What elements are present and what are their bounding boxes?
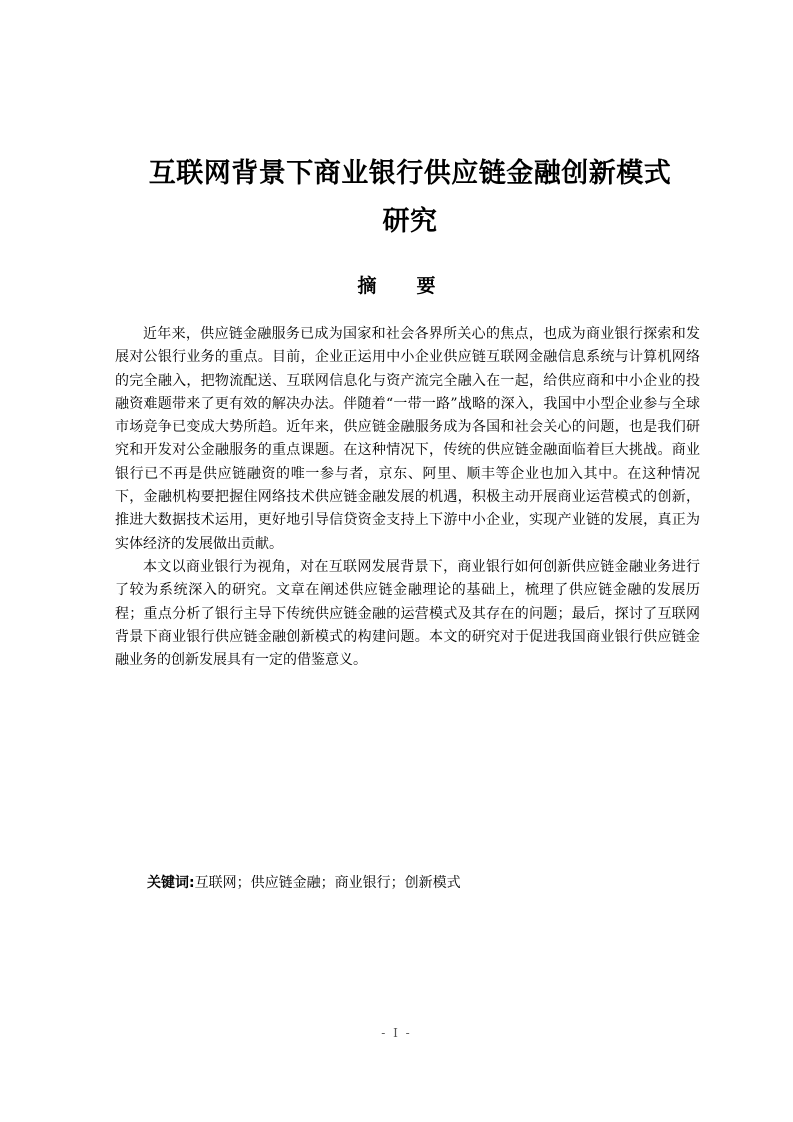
keywords-text: 互联网；供应链金融；商业银行；创新模式: [194, 875, 461, 891]
keywords-line: [147, 873, 461, 893]
document-title: [100, 150, 720, 246]
abstract-paragraph-2: 本文以商业银行为视角，对在互联网发展背景下，商业银行如何创新供应链金融业务进行了较为系统深入的研究。文章在阐述供应链金融理论的基础上，梳理了供应链金融的发展历程；重点分析了银行主导下传统供应链金融的运营模式及其存在的问题；最后，探讨了互联网背景下商业银行供应链金融创新模式的构建问题。本文的研究对于促进我国商业银行供应链金融业务的创新发展具有一定的借鉴意义。: [115, 558, 700, 669]
abstract-heading-char-2: 要: [416, 275, 436, 297]
document-title-line-2: 研究: [382, 206, 438, 237]
abstract-heading-char-1: 摘: [357, 275, 377, 297]
document-title-line-1: 互联网背景下商业银行供应链金融创新模式: [148, 158, 672, 189]
abstract-heading: [0, 273, 793, 299]
keywords-label: 关键词:: [147, 875, 195, 891]
page-number: - I -: [381, 1026, 412, 1040]
abstract-paragraph-1: 近年来，供应链金融服务已成为国家和社会各界所关心的焦点，也成为商业银行探索和发展对公银行业务的重点。目前，企业正运用中小企业供应链互联网金融信息系统与计算机网络的完全融入，把物流配送、互联网信息化与资产流完全融入在一起，给供应商和中小企业的投融资难题带来了更有效的解决办法。伴随着“一带一路”战略的深入，我国中小型企业参与全球市场竞争已变成大势所趋。近年来，供应链金融服务成为各国和社会关心的问题，也是我们研究和开发对公金融服务的重点课题。在这种情况下，传统的供应链金融面临着巨大挑战。商业银行已不再是供应链融资的唯一参与者，京东、阿里、顺丰等企业也加入其中。在这种情况下，金融机构要把握住网络技术供应链金融发展的机遇，积极主动开展商业运营模式的创新，推进大数据技术运用，更好地引导信贷资金支持上下游中小企业，实现产业链的发展，真正为实体经济的发展做出贡献。: [115, 326, 700, 552]
abstract-body: [115, 323, 700, 672]
